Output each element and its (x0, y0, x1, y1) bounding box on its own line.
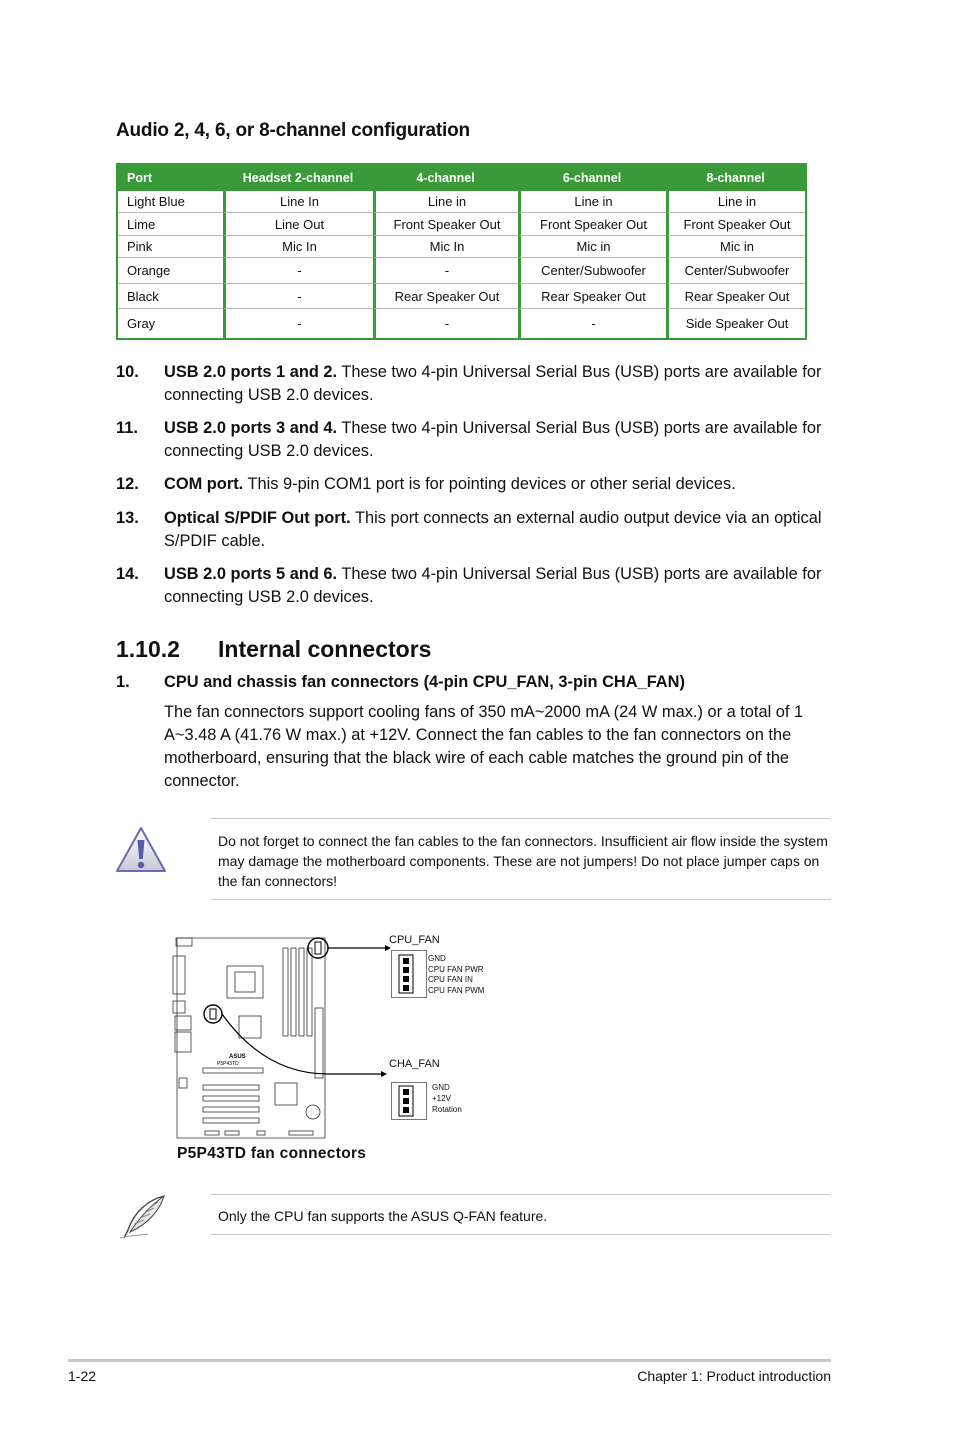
table-cell: Center/Subwoofer (518, 258, 666, 284)
feather-pen-icon (118, 1194, 168, 1240)
audio-channel-table (116, 163, 807, 340)
item-text: These two 4-pin Universal Serial Bus (USB) ports are available for connecting USB 2.0 devices. (164, 419, 822, 460)
table-cell: - (223, 258, 373, 284)
table-header: 4-channel (373, 165, 518, 191)
item-number: 11. (116, 419, 138, 437)
item-number: 10. (116, 363, 139, 381)
item-number: 14. (116, 565, 139, 583)
table-cell: Line in (373, 191, 518, 213)
item-number: 13. (116, 509, 139, 527)
table-cell: Rear Speaker Out (373, 284, 518, 310)
divider (211, 899, 831, 900)
warning-icon (115, 826, 167, 874)
page-number: 1-22 (68, 1368, 97, 1384)
section-title: Internal connectors (218, 636, 432, 662)
table-cell: Front Speaker Out (666, 213, 805, 235)
pin-label: CPU FAN PWM (428, 985, 485, 995)
table-row (118, 309, 805, 338)
item-title: USB 2.0 ports 5 and 6. (164, 565, 338, 583)
table-cell: Mic In (223, 236, 373, 258)
table-row (118, 191, 805, 213)
pin-label: Rotation (432, 1105, 462, 1114)
table-header: 8-channel (666, 165, 805, 191)
table-cell: Line in (518, 191, 666, 213)
warning-text: Do not forget to connect the fan cables to the fan connectors. Insufficient air flow inside the system may damage the motherboard components. These are not jumpers! Do not place jumper caps on the fan connectors! (218, 833, 828, 889)
board-label: P5P43TD (217, 1061, 239, 1067)
list-item (116, 417, 836, 463)
table-cell: Orange (118, 258, 223, 284)
table-cell: Mic in (666, 236, 805, 258)
table-cell: Center/Subwoofer (666, 258, 805, 284)
table-row (118, 213, 805, 235)
cha-fan-pins (432, 1082, 462, 1115)
cpu-fan-connector (391, 950, 427, 998)
item-text: This 9-pin COM1 port is for pointing devices or other serial devices. (243, 475, 736, 493)
table-header-row (118, 165, 805, 191)
table-cell: Front Speaker Out (373, 213, 518, 235)
table-cell: - (223, 309, 373, 338)
table-cell: Line in (666, 191, 805, 213)
table-header: 6-channel (518, 165, 666, 191)
item-text: This port connects an external audio output device via an optical S/PDIF cable. (164, 509, 822, 550)
list-item (116, 361, 836, 407)
cha-fan-label: CHA_FAN (389, 1058, 440, 1070)
fan-paragraph: The fan connectors support cooling fans of 350 mA~2000 mA (24 W max.) or a total of 1 A~3.48 A (41.76 W max.) at +12V. Connect the fan cables to the fan connectors on the motherboard, ensuring that the black wire of each cable matches the ground pin of the connector. (164, 703, 804, 790)
table-cell: - (373, 258, 518, 284)
table-cell: - (223, 284, 373, 310)
cpu-fan-label: CPU_FAN (389, 934, 440, 946)
table-cell: Line Out (223, 213, 373, 235)
pin-label: CPU FAN IN (428, 975, 473, 984)
item-text: These two 4-pin Universal Serial Bus (USB) ports are available for connecting USB 2.0 devices. (164, 565, 822, 606)
list-item (116, 563, 836, 609)
subsection-title: CPU and chassis fan connectors (4-pin CPU_FAN, 3-pin CHA_FAN) (164, 673, 685, 691)
item-title: USB 2.0 ports 1 and 2. (164, 363, 338, 381)
table-cell: Lime (118, 213, 223, 235)
table-cell: Line In (223, 191, 373, 213)
table-cell: Black (118, 284, 223, 310)
table-cell: Front Speaker Out (518, 213, 666, 235)
table-cell: - (373, 309, 518, 338)
section-number: 1.10.2 (116, 636, 180, 662)
section-heading (116, 636, 431, 663)
diagram-caption: P5P43TD fan connectors (177, 1145, 367, 1162)
pin-label: CPU FAN PWR (428, 964, 484, 974)
table-header: Port (118, 165, 223, 191)
pin-label: GND (428, 954, 446, 963)
table-cell: Side Speaker Out (666, 309, 805, 338)
table-cell: Rear Speaker Out (666, 284, 805, 310)
pin-label: GND (432, 1083, 450, 1092)
divider (211, 1194, 831, 1195)
item-number: 12. (116, 475, 139, 493)
table-cell: - (518, 309, 666, 338)
table-header: Headset 2-channel (223, 165, 373, 191)
table-cell: Rear Speaker Out (518, 284, 666, 310)
item-title: USB 2.0 ports 3 and 4. (164, 419, 338, 437)
note-text: Only the CPU fan supports the ASUS Q-FAN feature. (218, 1208, 548, 1224)
table-cell: Mic in (518, 236, 666, 258)
divider (211, 818, 831, 819)
pin-label: +12V (432, 1094, 451, 1103)
table-row (118, 236, 805, 258)
svg-text:ASUS: ASUS (229, 1054, 246, 1060)
divider (211, 1234, 831, 1235)
subsection-heading (116, 673, 685, 692)
footer-divider (68, 1359, 831, 1362)
cpu-fan-pins (428, 954, 484, 996)
list-item (116, 507, 836, 553)
item-title: COM port. (164, 475, 244, 493)
table-row (118, 284, 805, 310)
cha-fan-connector (391, 1082, 427, 1120)
table-row (118, 258, 805, 284)
list-item (116, 473, 836, 496)
chapter-title: Chapter 1: Product introduction (637, 1368, 831, 1384)
table-cell: Mic In (373, 236, 518, 258)
table-cell: Gray (118, 309, 223, 338)
table-cell: Light Blue (118, 191, 223, 213)
audio-config-heading: Audio 2, 4, 6, or 8-channel configuration (116, 120, 470, 141)
table-cell: Pink (118, 236, 223, 258)
item-text: These two 4-pin Universal Serial Bus (USB) ports are available for connecting USB 2.0 devices. (164, 363, 822, 404)
item-title: Optical S/PDIF Out port. (164, 509, 351, 527)
subsection-number: 1. (116, 673, 130, 691)
